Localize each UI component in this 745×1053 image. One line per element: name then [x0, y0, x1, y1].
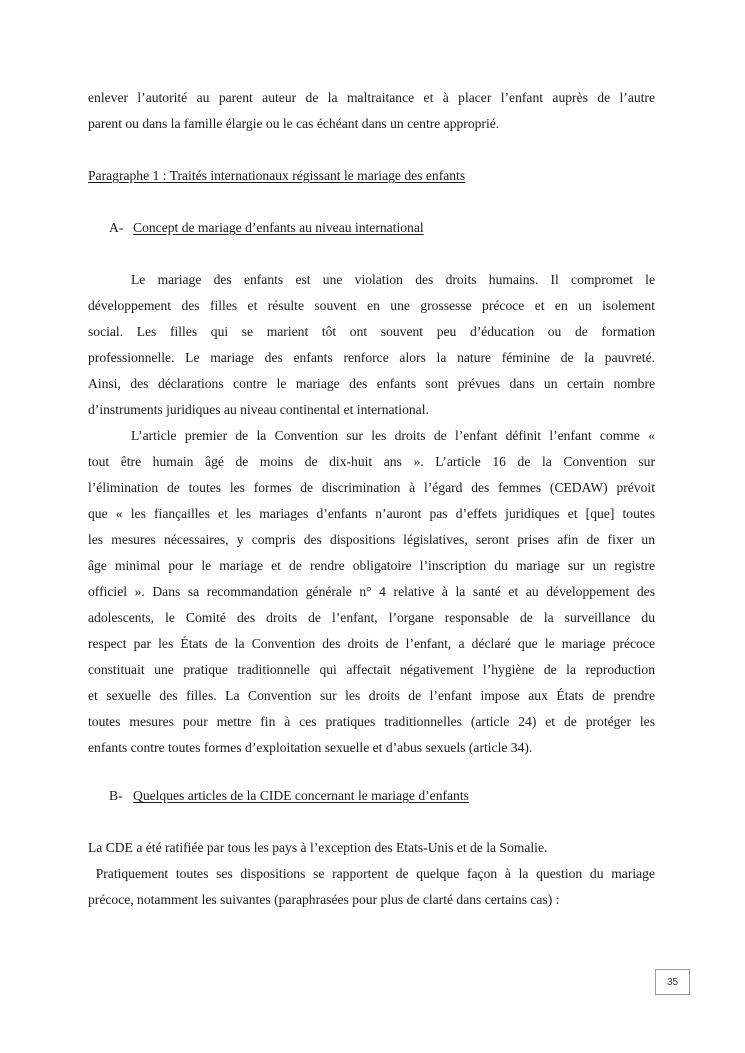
section-b-body	[88, 835, 655, 913]
intro-paragraph	[88, 85, 655, 137]
text-line: les mesures nécessaires, y compris des dispositions législatives, seront prises afin de fixer un	[88, 532, 655, 547]
text-line: adolescents, le Comité des droits de l’enfant, l’organe responsable de la surveillance du	[88, 610, 655, 625]
page-number: 35	[655, 969, 690, 995]
text-line: toutes mesures pour mettre fin à ces pratiques traditionnelles (article 24) et de protéger les	[88, 714, 655, 729]
text-line: social. Les filles qui se marient tôt ont souvent peu d’éducation ou de formation	[88, 324, 655, 339]
section-a-body	[88, 267, 655, 761]
text-line: d’instruments juridiques au niveau continental et international.	[88, 402, 429, 417]
section-a-label: A-	[109, 220, 124, 235]
section-b-label: B-	[109, 788, 123, 803]
section-b-title: Quelques articles de la CIDE concernant le mariage d’enfants	[133, 788, 469, 803]
paragraph-heading	[88, 163, 655, 189]
text-line: développement des filles et résulte souvent en une grossesse précoce et en un isolement	[88, 298, 655, 313]
text-line: Le mariage des enfants est une violation des droits humains. Il compromet le	[131, 272, 655, 287]
text-line: enfants contre toutes formes d’exploitation sexuelle et d’abus sexuels (article 34).	[88, 740, 533, 755]
text-line: Pratiquement toutes ses dispositions se rapportent de quelque façon à la question du mariage	[88, 866, 655, 881]
text-line: enlever l’autorité au parent auteur de la maltraitance et à placer l’enfant auprès de l’autre	[88, 90, 655, 105]
text-line: respect par les États de la Convention des droits de l’enfant, a déclaré que le mariage précoce	[88, 636, 655, 651]
text-line: constituait une pratique traditionnelle qui affectait négativement l’hygiène de la reproduction	[88, 662, 655, 677]
text-line: professionnelle. Le mariage des enfants renforce alors la nature féminine de la pauvreté.	[88, 350, 655, 365]
text-line: L’article premier de la Convention sur les droits de l’enfant définit l’enfant comme «	[131, 428, 655, 443]
text-line: âge minimal pour le mariage et de rendre obligatoire l’inscription du mariage sur un registre	[88, 558, 655, 573]
text-line: l’élimination de toutes les formes de discrimination à l’égard des femmes (CEDAW) prévoit	[88, 480, 655, 495]
text-line: La CDE a été ratifiée par tous les pays à l’exception des Etats-Unis et de la Somalie.	[88, 840, 548, 855]
text-line: parent ou dans la famille élargie ou le cas échéant dans un centre approprié.	[88, 116, 500, 131]
text-line: Ainsi, des déclarations contre le mariage des enfants sont prévues dans un certain nombre	[88, 376, 655, 391]
paragraph-heading-text: Paragraphe 1 : Traités internationaux régissant le mariage des enfants	[88, 168, 466, 183]
text-line: précoce, notamment les suivantes (paraphrasées pour plus de clarté dans certains cas) :	[88, 892, 560, 907]
section-a-title: Concept de mariage d’enfants au niveau international	[133, 220, 424, 235]
section-a-heading	[88, 215, 676, 241]
text-line: officiel ». Dans sa recommandation générale n° 4 relative à la santé et au développement des	[88, 584, 655, 599]
section-b-heading	[88, 783, 676, 809]
text-line: et sexuelle des filles. La Convention sur les droits de l’enfant impose aux États de prendre	[88, 688, 655, 703]
text-line: que « les fiançailles et les mariages d’enfants n’auront pas d’effets juridiques et [que] toutes	[88, 506, 655, 521]
text-line: tout être humain âgé de moins de dix-huit ans ». L’article 16 de la Convention sur	[88, 454, 655, 469]
